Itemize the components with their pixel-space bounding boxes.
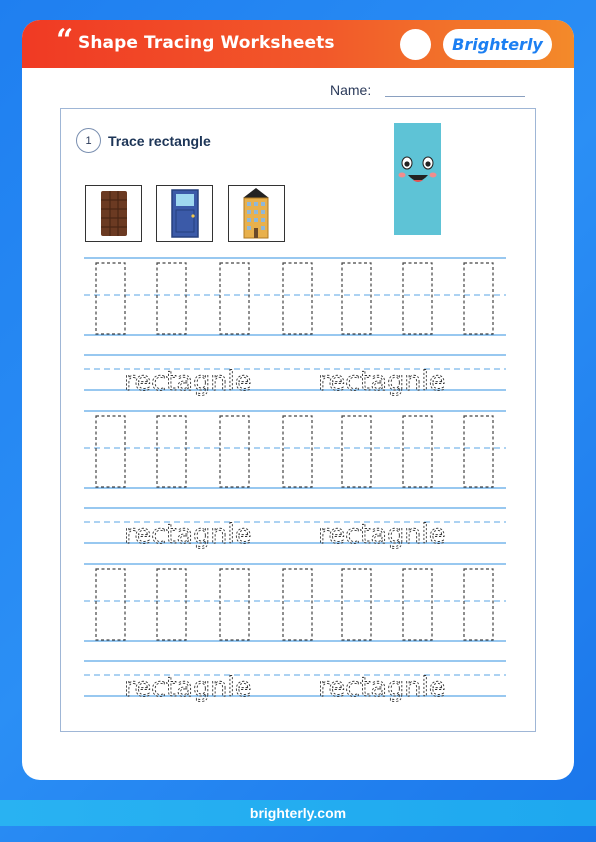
footer-bar — [0, 800, 596, 826]
worksheet-title: Shape Tracing Worksheets — [78, 33, 335, 53]
dashed-rectangle-trace[interactable] — [464, 416, 493, 487]
trace-word[interactable]: rectagnle — [124, 672, 252, 703]
trace-word[interactable]: rectagnle — [318, 366, 446, 397]
dashed-rectangle-trace[interactable] — [403, 263, 432, 334]
trace-word[interactable]: rectagnle — [124, 366, 252, 397]
dashed-rectangle-trace[interactable] — [283, 416, 312, 487]
dashed-rectangle-trace[interactable] — [464, 569, 493, 640]
quote-icon: “ — [56, 23, 74, 58]
dashed-rectangle-trace[interactable] — [403, 416, 432, 487]
dashed-rectangle-trace[interactable] — [283, 263, 312, 334]
dashed-rectangle-trace[interactable] — [157, 263, 186, 334]
trace-word[interactable]: rectagnle — [318, 519, 446, 550]
name-label: Name: — [330, 82, 372, 98]
dashed-rectangle-trace[interactable] — [342, 416, 371, 487]
trace-word[interactable]: rectagnle — [124, 519, 252, 550]
dashed-rectangle-trace[interactable] — [220, 416, 249, 487]
brighterly-logo[interactable]: Brighterly — [443, 29, 552, 60]
dashed-rectangle-trace[interactable] — [220, 263, 249, 334]
dashed-rectangle-trace[interactable] — [464, 263, 493, 334]
dashed-rectangle-trace[interactable] — [220, 569, 249, 640]
task-instruction: Trace rectangle — [108, 133, 211, 149]
dashed-rectangle-trace[interactable] — [157, 569, 186, 640]
dashed-rectangle-trace[interactable] — [157, 416, 186, 487]
dashed-rectangle-trace[interactable] — [283, 569, 312, 640]
task-number: 1 — [76, 128, 101, 153]
dashed-rectangle-trace[interactable] — [96, 263, 125, 334]
trace-word[interactable]: rectagnle — [318, 672, 446, 703]
dashed-rectangle-trace[interactable] — [342, 263, 371, 334]
footer-site[interactable]: brighterly.com — [249, 805, 347, 821]
dashed-rectangle-trace[interactable] — [96, 569, 125, 640]
dashed-rectangle-trace[interactable] — [403, 569, 432, 640]
dashed-rectangle-trace[interactable] — [96, 416, 125, 487]
dashed-rectangle-trace[interactable] — [342, 569, 371, 640]
